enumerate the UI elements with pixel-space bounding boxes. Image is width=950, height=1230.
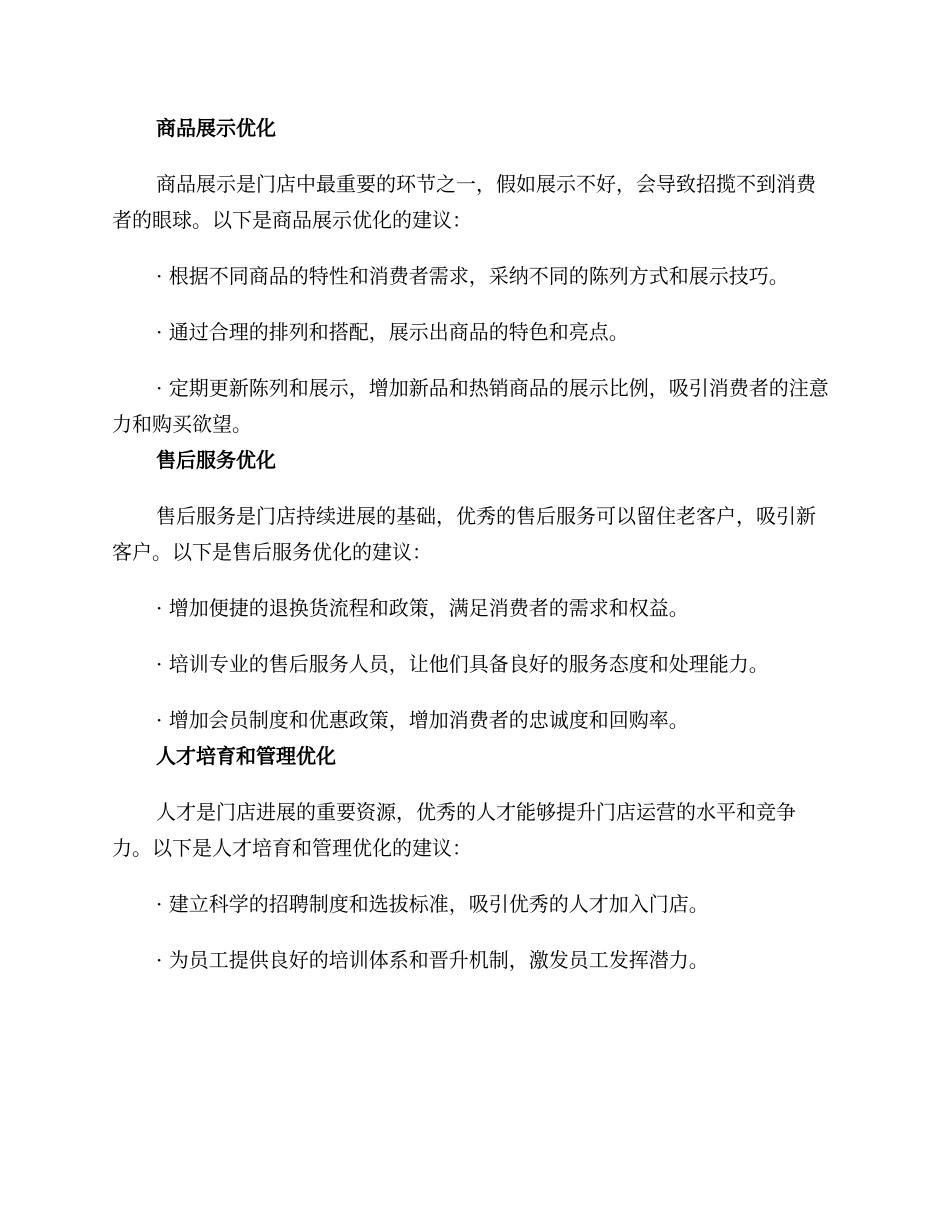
bullet-paragraph: · 通过合理的排列和搭配，展示出商品的特色和亮点。: [156, 320, 629, 344]
body-paragraph: 人才是门店进展的重要资源，优秀的人才能够提升门店运营的水平和竞争力。以下是人才培育和管理优化的建议：: [112, 800, 796, 860]
section-talent-management-optimization: [112, 738, 832, 978]
section-after-sales-optimization: [112, 442, 832, 738]
section-display-optimization: [112, 110, 832, 442]
document-body: [112, 110, 832, 978]
bullet-paragraph: · 建立科学的招聘制度和选拔标准，吸引优秀的人才加入门店。: [156, 892, 709, 916]
body-paragraph: 售后服务是门店持续进展的基础，优秀的售后服务可以留住老客户，吸引新客户。以下是售后服务优化的建议：: [112, 504, 816, 564]
bullet-paragraph: · 增加会员制度和优惠政策，增加消费者的忠诚度和回购率。: [156, 708, 689, 732]
bullet-paragraph: · 培训专业的售后服务人员，让他们具备良好的服务态度和处理能力。: [156, 652, 769, 676]
bullet-paragraph: · 为员工提供良好的培训体系和晋升机制，激发员工发挥潜力。: [156, 948, 709, 972]
bullet-paragraph: · 增加便捷的退换货流程和政策，满足消费者的需求和权益。: [156, 596, 689, 620]
bullet-paragraph: · 根据不同商品的特性和消费者需求，采纳不同的陈列方式和展示技巧。: [156, 264, 789, 288]
bullet-paragraph: · 定期更新陈列和展示，增加新品和热销商品的展示比例，吸引消费者的注意力和购买欲望。: [112, 376, 829, 436]
section-heading: 商品展示优化: [156, 116, 276, 140]
body-paragraph: 商品展示是门店中最重要的环节之一，假如展示不好，会导致招揽不到消费者的眼球。以下是商品展示优化的建议：: [112, 172, 816, 232]
section-heading: 人才培育和管理优化: [156, 744, 336, 768]
section-heading: 售后服务优化: [156, 448, 276, 472]
